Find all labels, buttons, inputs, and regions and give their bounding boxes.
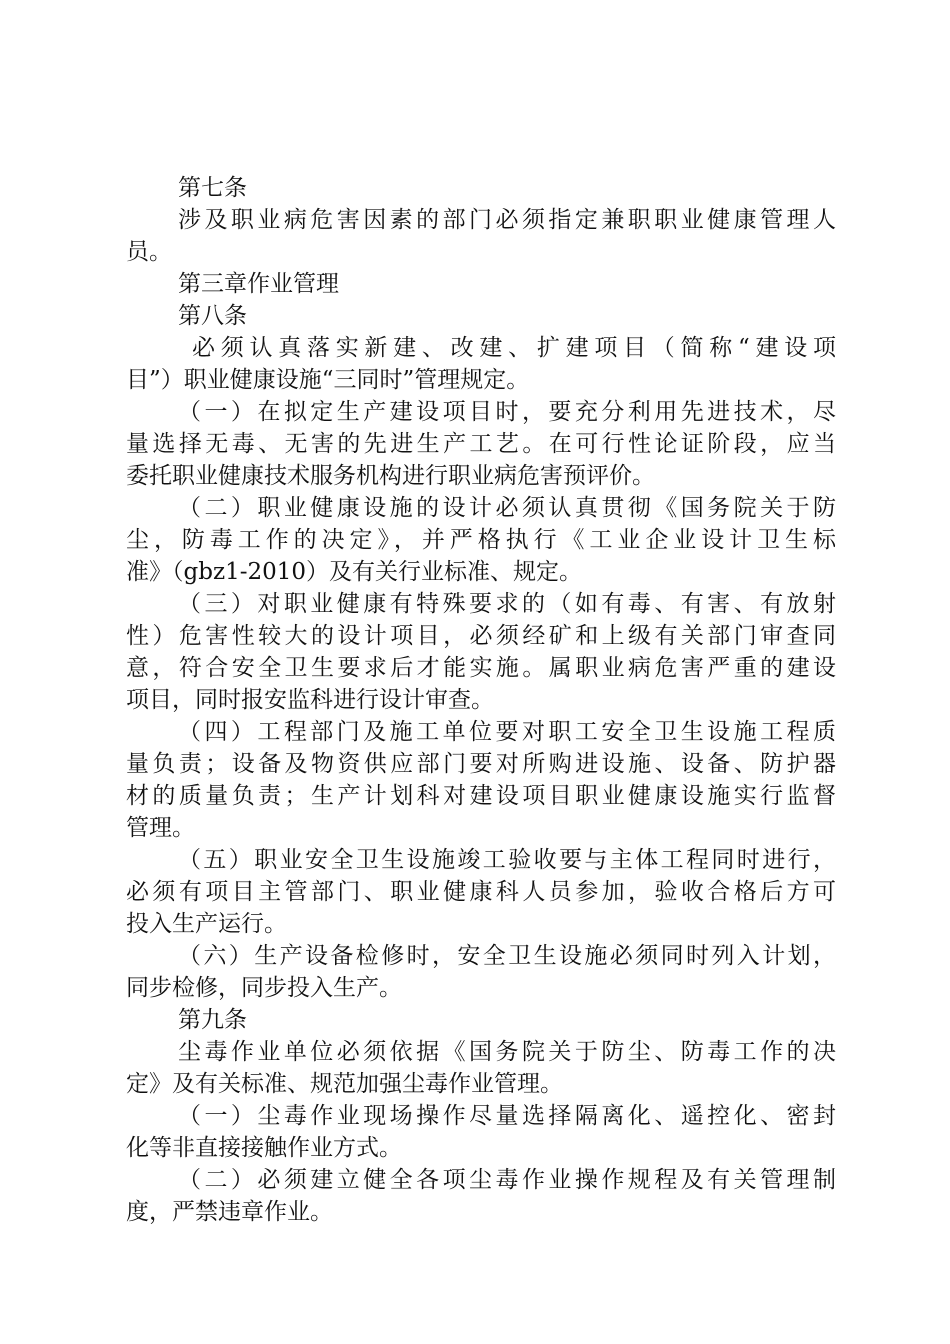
- text-line: 第九条: [178, 1007, 247, 1033]
- document-body: [126, 172, 836, 1228]
- text-line: 材的质量负责；生产计划科对建设项目职业健康设施实行监督: [126, 783, 836, 809]
- text-line: （五）职业安全卫生设施竣工验收要与主体工程同时进行，: [178, 847, 836, 873]
- text-line: 量负责；设备及物资供应部门要对所购进设施、设备、防护器: [126, 751, 836, 777]
- text-line: 尘，防毒工作的决定》，并严格执行《工业企业设计卫生标: [126, 527, 836, 553]
- text-line: （一）在拟定生产建设项目时，要充分利用先进技术，尽: [178, 399, 836, 425]
- text-line: （二）职业健康设施的设计必须认真贯彻《国务院关于防: [178, 495, 836, 521]
- text-line: 同步检修，同步投入生产。: [126, 975, 402, 1001]
- text-line: 必须有项目主管部门、职业健康科人员参加，验收合格后方可: [126, 879, 836, 905]
- text-line: 第三章作业管理: [178, 271, 339, 297]
- text-line: （二）必须建立健全各项尘毒作业操作规程及有关管理制: [178, 1167, 836, 1193]
- text-line: 第七条: [178, 175, 247, 201]
- text-line: 化等非直接接触作业方式。: [126, 1135, 402, 1161]
- text-line: （六）生产设备检修时，安全卫生设施必须同时列入计划，: [178, 943, 836, 969]
- text-line: 项目，同时报安监科进行设计审查。: [126, 687, 494, 713]
- text-line: 度，严禁违章作业。: [126, 1199, 333, 1225]
- text-line: 目”）职业健康设施“三同时”管理规定。: [126, 367, 530, 393]
- text-line: 量选择无毒、无害的先进生产工艺。在可行性论证阶段，应当: [126, 431, 836, 457]
- text-line: 员。: [126, 239, 172, 265]
- text-line: （四）工程部门及施工单位要对职工安全卫生设施工程质: [178, 719, 836, 745]
- text-line: 管理。: [126, 815, 195, 841]
- text-line: 委托职业健康技术服务机构进行职业病危害预评价。: [126, 463, 655, 489]
- text-line: 第八条: [178, 303, 247, 329]
- text-line: 涉及职业病危害因素的部门必须指定兼职职业健康管理人: [178, 207, 836, 233]
- text-line: 意，符合安全卫生要求后才能实施。属职业病危害严重的建设: [126, 655, 836, 681]
- text-line: 定》及有关标准、规范加强尘毒作业管理。: [126, 1071, 563, 1097]
- text-line: 性）危害性较大的设计项目，必须经矿和上级有关部门审查同: [126, 623, 836, 649]
- text-line: 尘毒作业单位必须依据《国务院关于防尘、防毒工作的决: [178, 1039, 836, 1065]
- text-line: 准》（gbz1-2010）及有关行业标准、规定。: [126, 559, 583, 585]
- text-line: （三）对职业健康有特殊要求的（如有毒、有害、有放射: [178, 591, 836, 617]
- text-line: 投入生产运行。: [126, 911, 287, 937]
- text-line: （一）尘毒作业现场操作尽量选择隔离化、遥控化、密封: [178, 1103, 836, 1129]
- text-line: 必须认真落实新建、改建、扩建项目（简称“建设项: [192, 335, 836, 361]
